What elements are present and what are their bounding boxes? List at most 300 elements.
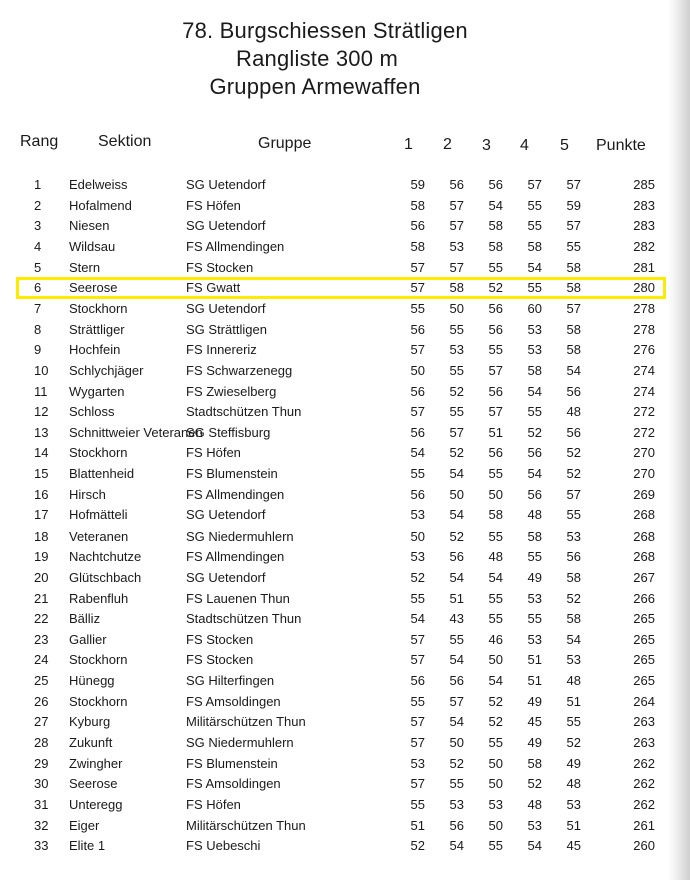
cell-sektion: Schnittweier Veteranen (69, 424, 203, 440)
cell-sektion: Veteranen (69, 528, 129, 544)
cell-serie-5: 52 (566, 590, 581, 606)
cell-sektion: Stockhorn (69, 693, 128, 709)
cell-serie-1: 56 (410, 486, 425, 502)
cell-sektion: Hünegg (69, 673, 115, 689)
cell-gruppe: FS Zwieselberg (186, 383, 277, 399)
cell-sektion: Kyburg (69, 714, 111, 730)
cell-rang: 27 (34, 714, 49, 730)
cell-serie-4: 45 (527, 714, 542, 730)
cell-serie-1: 56 (410, 383, 425, 399)
cell-gruppe: SG Uetendorf (186, 177, 266, 192)
cell-gruppe: FS Stocken (186, 631, 254, 647)
cell-serie-2: 54 (449, 569, 464, 585)
cell-serie-2: 52 (449, 528, 464, 544)
cell-serie-3: 57 (488, 404, 503, 420)
cell-serie-3: 55 (488, 838, 503, 854)
cell-punkte: 283 (633, 218, 655, 234)
table-row (0, 797, 690, 817)
cell-serie-1: 54 (410, 445, 425, 461)
cell-sektion: Bälliz (69, 611, 101, 627)
cell-serie-3: 55 (488, 735, 503, 751)
cell-punkte: 263 (633, 735, 655, 751)
cell-gruppe: SG Uetendorf (186, 569, 266, 585)
cell-rang: 23 (34, 631, 49, 647)
cell-serie-2: 54 (449, 652, 464, 668)
cell-serie-4: 51 (527, 652, 542, 668)
cell-rang: 7 (34, 300, 42, 316)
cell-serie-4: 53 (527, 590, 542, 606)
cell-serie-3: 56 (488, 300, 503, 316)
table-row (0, 632, 690, 652)
cell-gruppe: Stadtschützen Thun (186, 404, 302, 420)
cell-sektion: Eiger (69, 817, 100, 833)
cell-serie-4: 55 (527, 197, 542, 213)
table-row (0, 177, 690, 197)
cell-serie-1: 58 (410, 238, 425, 254)
cell-serie-1: 50 (410, 362, 425, 378)
cell-gruppe: FS Allmendingen (186, 238, 285, 254)
cell-rang: 31 (34, 797, 49, 812)
cell-serie-2: 52 (449, 383, 464, 399)
cell-serie-2: 54 (449, 466, 464, 482)
cell-serie-4: 55 (527, 404, 542, 420)
cell-rang: 10 (34, 362, 49, 378)
cell-serie-1: 56 (410, 424, 425, 440)
cell-serie-2: 55 (449, 404, 464, 420)
cell-rang: 9 (34, 342, 42, 358)
cell-serie-1: 50 (410, 528, 425, 544)
table-row (0, 404, 690, 424)
cell-sektion: Hochfein (69, 342, 121, 358)
cell-punkte: 262 (633, 755, 655, 771)
cell-serie-4: 48 (527, 797, 542, 812)
cell-serie-4: 53 (527, 631, 542, 647)
table-row (0, 776, 690, 796)
table-row (0, 342, 690, 362)
cell-serie-1: 58 (410, 197, 425, 213)
cell-gruppe: FS Allmendingen (186, 486, 285, 502)
cell-gruppe: FS Höfen (186, 197, 241, 213)
cell-gruppe: FS Gwatt (186, 280, 241, 296)
cell-sektion: Elite 1 (69, 838, 106, 854)
table-row (0, 487, 690, 507)
cell-serie-1: 57 (410, 404, 425, 420)
cell-serie-4: 52 (527, 776, 542, 792)
table-row (0, 694, 690, 714)
cell-serie-4: 58 (527, 362, 542, 378)
cell-serie-3: 51 (488, 424, 503, 440)
cell-serie-5: 52 (566, 735, 581, 751)
cell-serie-2: 53 (449, 238, 464, 254)
table-row (0, 507, 690, 527)
cell-serie-1: 57 (410, 776, 425, 792)
table-row (0, 239, 690, 259)
cell-serie-2: 57 (449, 693, 464, 709)
cell-serie-3: 50 (488, 776, 503, 792)
cell-serie-4: 52 (527, 424, 542, 440)
cell-serie-3: 52 (488, 693, 503, 709)
cell-punkte: 270 (633, 445, 655, 461)
header-serie-3: 3 (482, 137, 491, 154)
cell-serie-1: 55 (410, 797, 425, 812)
cell-serie-2: 50 (449, 735, 464, 751)
cell-serie-5: 45 (566, 838, 581, 854)
cell-serie-3: 52 (488, 280, 503, 296)
header-rang: Rang (20, 133, 59, 150)
cell-punkte: 268 (633, 549, 655, 565)
cell-rang: 25 (34, 673, 49, 689)
cell-serie-1: 57 (410, 631, 425, 647)
cell-serie-5: 57 (566, 177, 581, 192)
cell-serie-5: 58 (566, 611, 581, 627)
cell-serie-3: 56 (488, 321, 503, 337)
cell-gruppe: SG Hilterfingen (186, 673, 275, 689)
cell-punkte: 262 (633, 776, 655, 792)
cell-serie-1: 55 (410, 693, 425, 709)
cell-serie-3: 52 (488, 714, 503, 730)
cell-sektion: Nachtchutze (69, 549, 142, 565)
cell-serie-4: 51 (527, 673, 542, 689)
cell-serie-4: 49 (527, 693, 542, 709)
cell-serie-4: 53 (527, 321, 542, 337)
cell-sektion: Seerose (69, 280, 118, 296)
cell-rang: 30 (34, 776, 49, 792)
cell-punkte: 274 (633, 362, 655, 378)
title-line-2: Rangliste 300 m (236, 46, 398, 71)
cell-serie-4: 48 (527, 507, 542, 523)
cell-serie-5: 54 (566, 631, 581, 647)
cell-gruppe: FS Schwarzenegg (186, 362, 293, 378)
cell-serie-1: 52 (410, 569, 425, 585)
cell-rang: 15 (34, 466, 49, 482)
header-serie-4: 4 (520, 137, 529, 154)
cell-serie-2: 56 (449, 673, 464, 689)
cell-sektion: Wildsau (69, 238, 116, 254)
cell-serie-2: 56 (449, 817, 464, 833)
cell-sektion: Niesen (69, 218, 110, 234)
cell-serie-3: 58 (488, 218, 503, 234)
cell-serie-3: 55 (488, 590, 503, 606)
cell-serie-3: 55 (488, 259, 503, 275)
cell-serie-3: 58 (488, 507, 503, 523)
cell-gruppe: SG Uetendorf (186, 507, 266, 523)
cell-sektion: Stern (69, 259, 101, 275)
cell-punkte: 280 (633, 280, 655, 296)
cell-rang: 28 (34, 735, 49, 751)
cell-serie-5: 53 (566, 652, 581, 668)
cell-sektion: Edelweiss (69, 177, 128, 192)
cell-serie-5: 51 (566, 693, 581, 709)
cell-gruppe: FS Amsoldingen (186, 776, 281, 792)
cell-punkte: 266 (633, 590, 655, 606)
table-row (0, 735, 690, 755)
table-row (0, 466, 690, 486)
table-row (0, 218, 690, 238)
cell-serie-3: 53 (488, 797, 503, 812)
cell-rang: 26 (34, 693, 49, 709)
cell-punkte: 260 (633, 838, 655, 854)
cell-serie-5: 53 (566, 797, 581, 812)
table-row (0, 714, 690, 734)
cell-serie-3: 55 (488, 466, 503, 482)
table-row (0, 384, 690, 404)
cell-serie-3: 56 (488, 177, 503, 192)
cell-serie-2: 57 (449, 197, 464, 213)
cell-sektion: Schloss (69, 404, 115, 420)
table-row (0, 322, 690, 342)
cell-punkte: 278 (633, 321, 655, 337)
cell-serie-1: 57 (410, 735, 425, 751)
cell-serie-5: 55 (566, 714, 581, 730)
cell-serie-1: 57 (410, 280, 425, 296)
cell-punkte: 265 (633, 673, 655, 689)
header-serie-5: 5 (560, 137, 569, 154)
cell-rang: 29 (34, 755, 49, 771)
cell-serie-2: 54 (449, 507, 464, 523)
cell-serie-1: 56 (410, 673, 425, 689)
cell-gruppe: SG Steffisburg (186, 424, 271, 440)
cell-gruppe: Stadtschützen Thun (186, 611, 302, 627)
cell-gruppe: FS Stocken (186, 652, 254, 668)
cell-serie-5: 55 (566, 238, 581, 254)
cell-sektion: Wygarten (69, 383, 125, 399)
cell-gruppe: SG Uetendorf (186, 218, 266, 234)
cell-serie-4: 58 (527, 755, 542, 771)
cell-rang: 19 (34, 549, 49, 565)
header-punkte: Punkte (596, 137, 646, 154)
cell-rang: 6 (34, 280, 42, 296)
cell-serie-5: 58 (566, 342, 581, 358)
cell-gruppe: Militärschützen Thun (186, 714, 306, 730)
cell-sektion: Blattenheid (69, 466, 135, 482)
cell-serie-5: 48 (566, 776, 581, 792)
cell-punkte: 272 (633, 404, 655, 420)
cell-serie-4: 54 (527, 466, 542, 482)
cell-serie-5: 54 (566, 362, 581, 378)
cell-serie-4: 54 (527, 383, 542, 399)
cell-serie-5: 57 (566, 300, 581, 316)
cell-serie-5: 56 (566, 383, 581, 399)
cell-sektion: Stockhorn (69, 445, 128, 461)
cell-serie-3: 56 (488, 445, 503, 461)
cell-serie-4: 54 (527, 259, 542, 275)
cell-serie-2: 56 (449, 177, 464, 192)
cell-serie-3: 55 (488, 528, 503, 544)
cell-gruppe: FS Amsoldingen (186, 693, 281, 709)
cell-gruppe: SG Uetendorf (186, 300, 266, 316)
cell-punkte: 268 (633, 528, 655, 544)
cell-rang: 1 (34, 177, 42, 192)
cell-gruppe: FS Höfen (186, 445, 241, 461)
cell-serie-4: 60 (527, 300, 542, 316)
cell-punkte: 264 (633, 693, 655, 709)
cell-punkte: 282 (633, 238, 655, 254)
cell-rang: 14 (34, 445, 49, 461)
cell-serie-2: 55 (449, 362, 464, 378)
cell-serie-4: 58 (527, 528, 542, 544)
table-row (0, 838, 690, 858)
table-row (0, 591, 690, 611)
cell-rang: 2 (34, 197, 42, 213)
cell-sektion: Hofalmend (69, 197, 132, 213)
cell-serie-1: 55 (410, 590, 425, 606)
cell-serie-3: 55 (488, 611, 503, 627)
cell-rang: 20 (34, 569, 49, 585)
cell-serie-3: 54 (488, 673, 503, 689)
table-row (0, 363, 690, 383)
cell-serie-1: 57 (410, 652, 425, 668)
cell-sektion: Stockhorn (69, 652, 128, 668)
cell-serie-3: 50 (488, 486, 503, 502)
cell-sektion: Seerose (69, 776, 118, 792)
table-row (0, 652, 690, 672)
cell-serie-4: 49 (527, 735, 542, 751)
table-row (0, 198, 690, 218)
cell-serie-4: 55 (527, 611, 542, 627)
cell-serie-2: 54 (449, 838, 464, 854)
table-row (0, 529, 690, 549)
table-row (0, 673, 690, 693)
cell-serie-5: 58 (566, 280, 581, 296)
cell-rang: 18 (34, 528, 49, 544)
cell-serie-5: 59 (566, 197, 581, 213)
cell-serie-5: 49 (566, 755, 581, 771)
cell-serie-5: 48 (566, 673, 581, 689)
cell-serie-2: 58 (449, 280, 464, 296)
cell-serie-5: 57 (566, 486, 581, 502)
cell-rang: 11 (34, 383, 48, 399)
cell-serie-2: 53 (449, 797, 464, 812)
cell-punkte: 269 (633, 486, 655, 502)
cell-sektion: Stockhorn (69, 300, 128, 316)
cell-serie-5: 56 (566, 424, 581, 440)
cell-sektion: Strättliger (69, 321, 125, 337)
cell-gruppe: FS Blumenstein (186, 466, 278, 482)
cell-serie-3: 56 (488, 383, 503, 399)
cell-serie-5: 52 (566, 445, 581, 461)
cell-punkte: 262 (633, 797, 655, 812)
cell-serie-5: 51 (566, 817, 581, 833)
cell-serie-4: 49 (527, 569, 542, 585)
cell-rang: 3 (34, 218, 42, 234)
header-serie-1: 1 (404, 136, 413, 153)
cell-serie-1: 53 (410, 549, 425, 565)
cell-serie-5: 55 (566, 507, 581, 523)
cell-serie-1: 51 (410, 817, 425, 833)
cell-punkte: 285 (633, 177, 655, 192)
cell-rang: 32 (34, 817, 49, 833)
cell-serie-2: 53 (449, 342, 464, 358)
cell-gruppe: FS Uebeschi (186, 838, 261, 854)
table-row (0, 818, 690, 838)
cell-serie-2: 56 (449, 549, 464, 565)
cell-sektion: Glütschbach (69, 569, 142, 585)
cell-rang: 16 (34, 486, 49, 502)
cell-serie-4: 55 (527, 549, 542, 565)
cell-serie-2: 54 (449, 714, 464, 730)
cell-serie-1: 57 (410, 714, 425, 730)
cell-serie-1: 53 (410, 755, 425, 771)
cell-serie-1: 53 (410, 507, 425, 523)
cell-serie-2: 43 (449, 611, 464, 627)
cell-serie-1: 57 (410, 259, 425, 275)
cell-serie-1: 55 (410, 466, 425, 482)
cell-serie-3: 58 (488, 238, 503, 254)
cell-serie-4: 56 (527, 486, 542, 502)
cell-serie-5: 53 (566, 528, 581, 544)
cell-gruppe: FS Innereriz (186, 342, 257, 358)
cell-punkte: 265 (633, 631, 655, 647)
cell-serie-4: 58 (527, 238, 542, 254)
cell-sektion: Rabenfluh (69, 590, 129, 606)
cell-punkte: 265 (633, 611, 655, 627)
cell-punkte: 274 (633, 383, 655, 399)
highlight-box (16, 277, 666, 299)
cell-serie-3: 48 (488, 549, 503, 565)
cell-serie-3: 57 (488, 362, 503, 378)
table-row (0, 611, 690, 631)
header-gruppe: Gruppe (258, 135, 312, 152)
cell-serie-2: 57 (449, 218, 464, 234)
cell-serie-2: 51 (449, 590, 464, 606)
cell-serie-1: 55 (410, 300, 425, 316)
cell-serie-2: 52 (449, 445, 464, 461)
cell-serie-2: 50 (449, 486, 464, 502)
cell-serie-1: 56 (410, 321, 425, 337)
cell-punkte: 268 (633, 507, 655, 523)
cell-serie-5: 57 (566, 218, 581, 234)
cell-serie-1: 56 (410, 218, 425, 234)
cell-serie-2: 50 (449, 300, 464, 316)
cell-gruppe: FS Allmendingen (186, 549, 285, 565)
cell-serie-3: 54 (488, 197, 503, 213)
cell-sektion: Gallier (69, 631, 107, 647)
table-row (0, 445, 690, 465)
cell-sektion: Hofmätteli (69, 507, 128, 523)
cell-serie-5: 58 (566, 259, 581, 275)
cell-punkte: 278 (633, 300, 655, 316)
cell-serie-2: 57 (449, 424, 464, 440)
cell-serie-4: 53 (527, 817, 542, 833)
cell-serie-2: 55 (449, 321, 464, 337)
cell-serie-5: 52 (566, 466, 581, 482)
cell-rang: 12 (34, 404, 49, 420)
cell-punkte: 263 (633, 714, 655, 730)
cell-punkte: 261 (633, 817, 655, 833)
cell-serie-3: 50 (488, 817, 503, 833)
cell-serie-3: 54 (488, 569, 503, 585)
cell-rang: 8 (34, 321, 42, 337)
cell-serie-2: 55 (449, 631, 464, 647)
header-sektion: Sektion (98, 133, 152, 150)
cell-sektion: Zwingher (69, 755, 123, 771)
cell-punkte: 283 (633, 197, 655, 213)
table-row (0, 756, 690, 776)
cell-serie-2: 52 (449, 755, 464, 771)
cell-serie-1: 52 (410, 838, 425, 854)
cell-punkte: 272 (633, 424, 655, 440)
cell-sektion: Unteregg (69, 797, 123, 812)
cell-punkte: 270 (633, 466, 655, 482)
table-row (0, 570, 690, 590)
cell-rang: 24 (34, 652, 49, 668)
cell-serie-1: 57 (410, 342, 425, 358)
cell-gruppe: FS Blumenstein (186, 755, 278, 771)
cell-rang: 21 (34, 590, 49, 606)
cell-serie-4: 55 (527, 280, 542, 296)
cell-gruppe: FS Höfen (186, 797, 241, 812)
cell-gruppe: FS Stocken (186, 259, 254, 275)
